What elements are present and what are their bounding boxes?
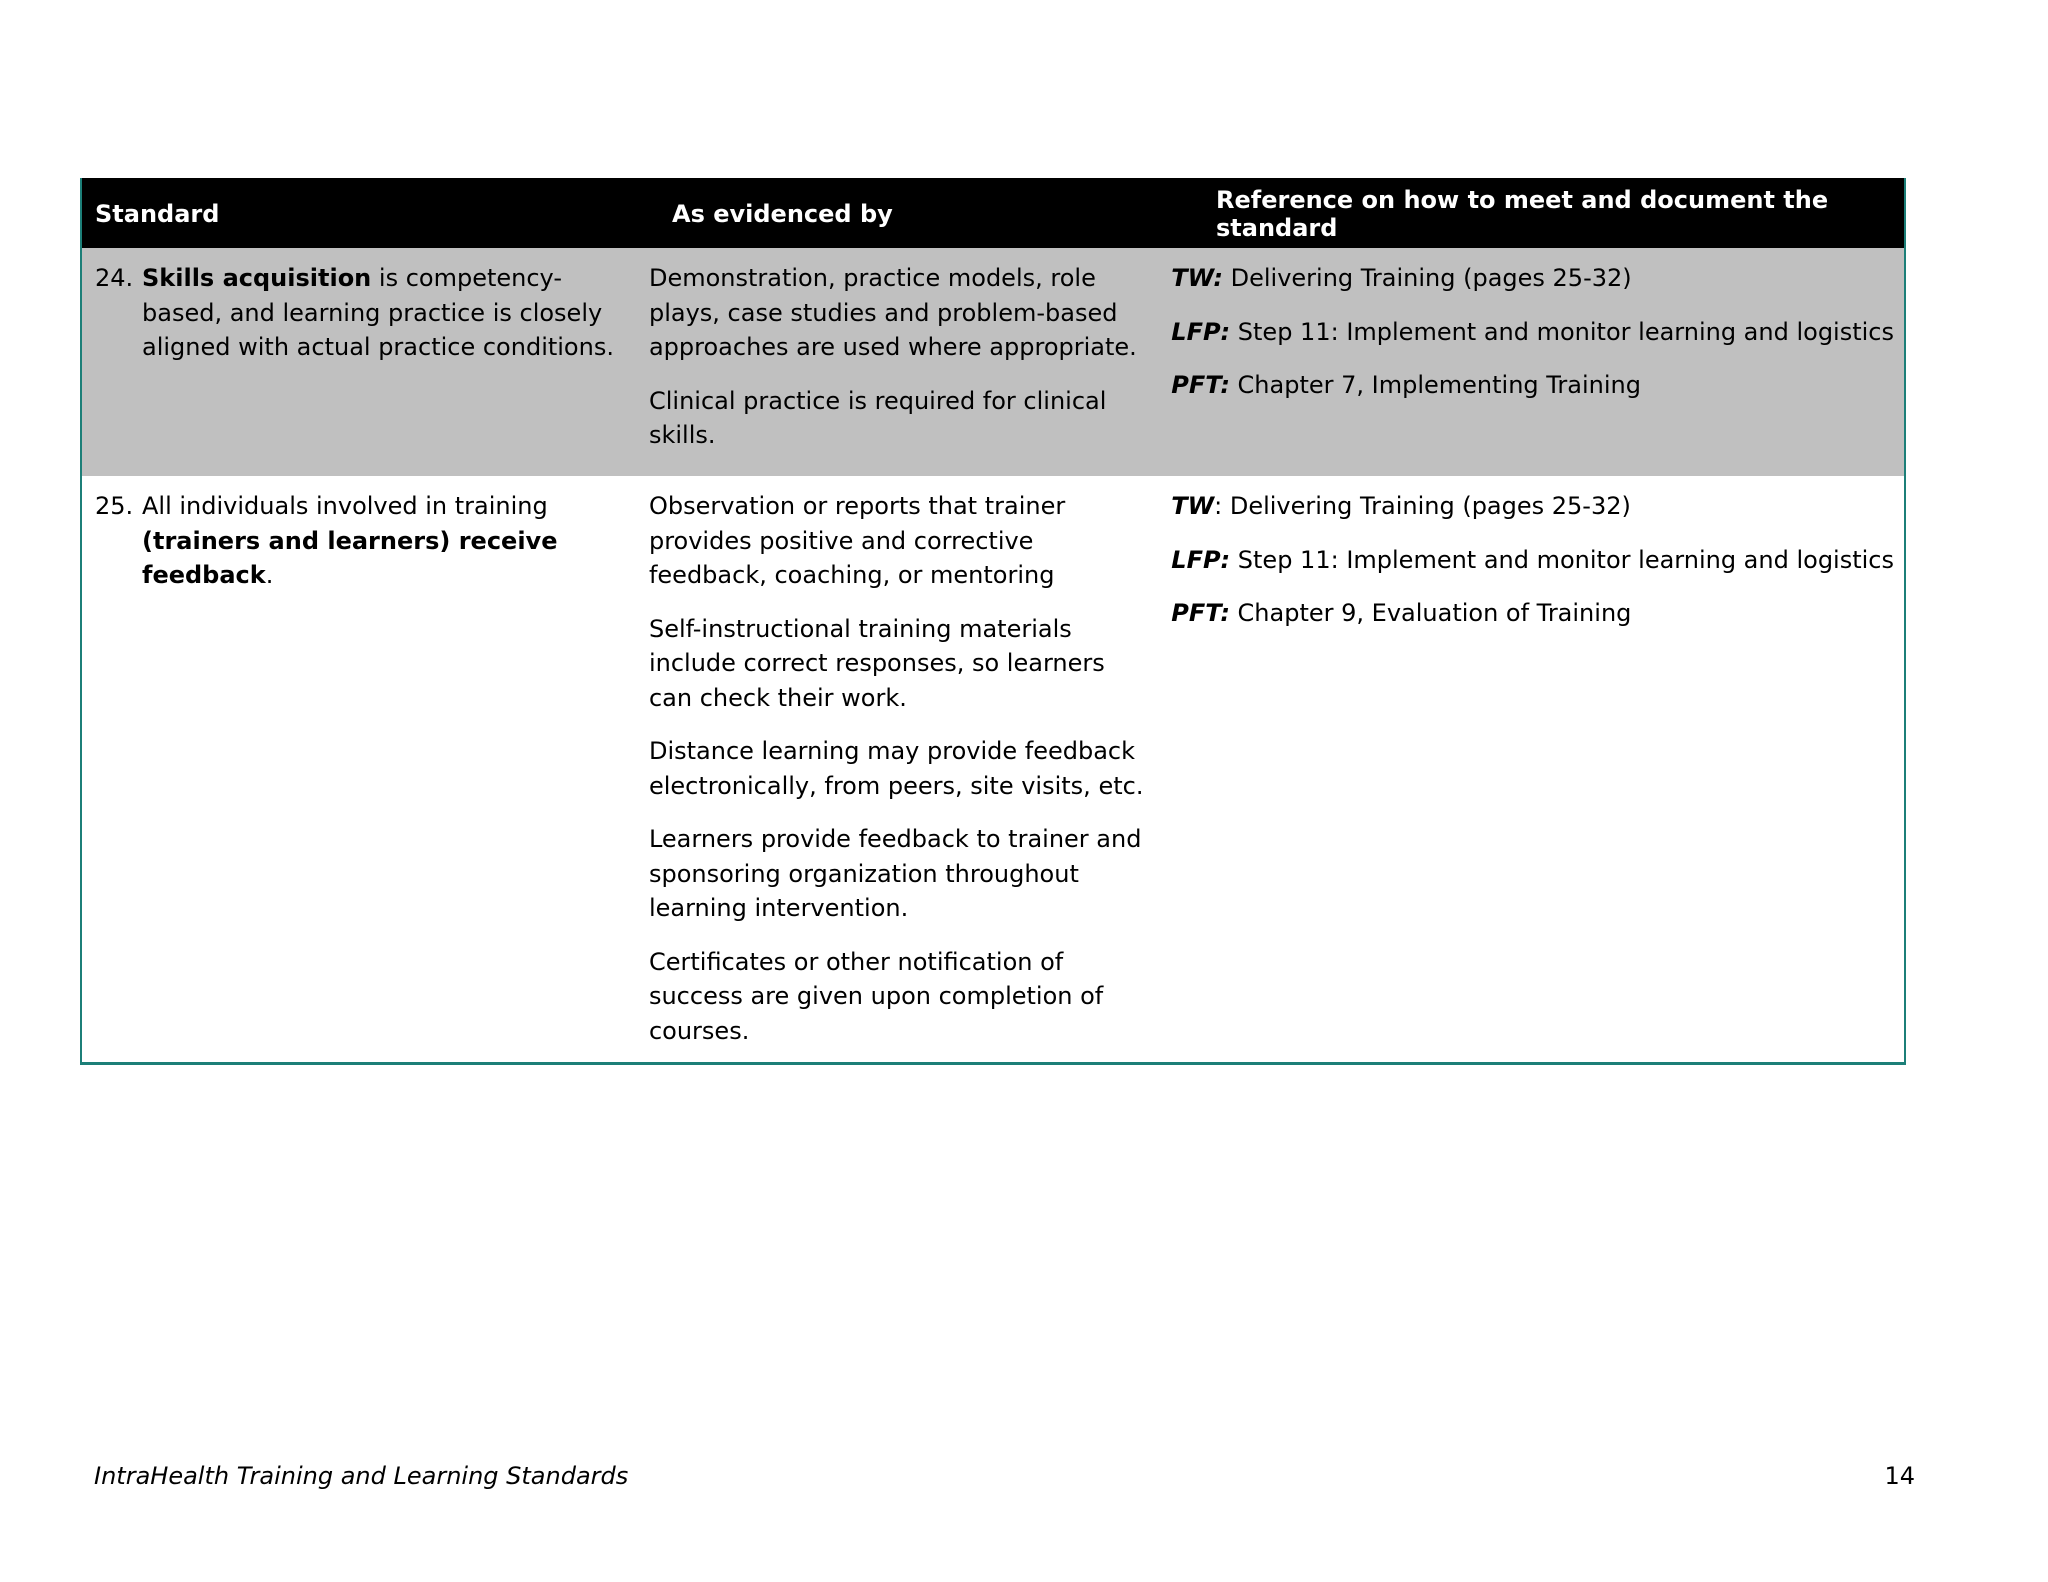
reference-abbr: TW: [1171,264,1223,292]
reference-text: Step 11: Implement and monitor learning and logistics [1230,545,1894,574]
reference-item [1171,596,1894,631]
evidence-cell [635,261,1158,476]
reference-text: Step 11: Implement and monitor learning and logistics [1230,317,1894,346]
page-number: 14 [1884,1462,1915,1490]
evidence-item: Observation or reports that trainer provides positive and corrective feedback, coaching, or mentoring [648,492,1066,589]
standard-text-plain: . [265,561,274,589]
evidence-cell [635,489,1158,1048]
standard-number: 24. [95,264,134,292]
reference-cell [1158,489,1904,1048]
footer-title: IntraHealth Training and Learning Standards [94,1462,629,1490]
standard-text [142,261,625,365]
standards-table [80,178,1906,1065]
standard-text-plain: is competency-based, and learning practice is closely aligned with actual practice conditions. [142,264,614,361]
header-evidence: As evidenced by [672,200,893,228]
header-reference: Reference on how to meet and document the standard [1216,186,1829,242]
standard-cell [82,261,635,476]
standard-cell [82,489,635,1048]
table-row [82,248,1904,476]
evidence-item: Clinical practice is required for clinical skills. [648,386,1107,449]
reference-item [1171,368,1894,403]
standard-number: 25. [95,492,134,520]
reference-abbr: TW [1171,492,1215,520]
evidence-item: Distance learning may provide feedback electronically, from peers, site visits, etc. [648,737,1144,800]
standard-text [142,489,625,593]
standard-text-bold: Skills acquisition [142,264,372,292]
evidence-item: Self-instructional training materials include correct responses, so learners can check their work. [648,614,1105,712]
table-row [82,476,1904,1062]
header-standard: Standard [95,200,220,228]
evidence-item: Certificates or other notification of success are given upon completion of courses. [648,947,1104,1045]
reference-item [1171,315,1894,350]
standard-text-plain: All individuals involved in training [142,492,548,520]
reference-text: Chapter 7, Implementing Training [1229,371,1641,399]
reference-text: : Delivering Training (pages 25-32) [1214,492,1631,520]
standard-text-bold: (trainers and learners) receive feedback [142,526,558,589]
reference-item [1171,489,1894,524]
reference-abbr: PFT: [1171,599,1230,627]
reference-item [1171,543,1894,578]
reference-cell [1158,261,1904,476]
reference-abbr: LFP: [1171,545,1231,574]
table-header-row [82,178,1904,248]
reference-text: Chapter 9, Evaluation of Training [1229,599,1632,627]
reference-item [1171,261,1894,296]
evidence-item: Learners provide feedback to trainer and sponsoring organization throughout learning intervention. [648,825,1142,922]
reference-abbr: PFT: [1171,371,1230,399]
reference-abbr: LFP: [1171,317,1231,346]
reference-text: Delivering Training (pages 25-32) [1222,264,1632,292]
evidence-item: Demonstration, practice models, role plays, case studies and problem-based approaches are used where appropriate. [648,264,1137,361]
